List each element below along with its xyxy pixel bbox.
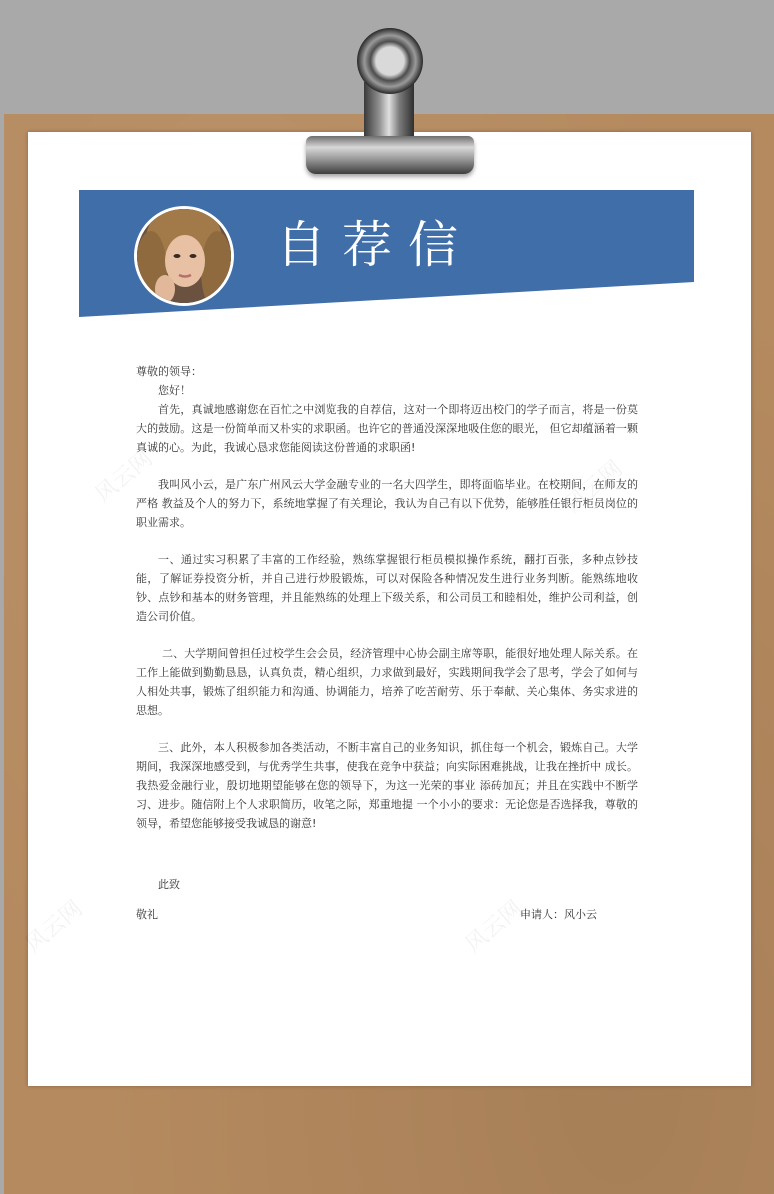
watermark: 风云网 xyxy=(90,446,158,508)
paragraph-point-one: 一、通过实习积累了丰富的工作经验，熟练掌握银行柜员模拟操作系统，翻打百张，多种点钞技能，了解证券投资分析，并自己进行炒股锻炼，可以对保险各种情况发生进行业务判断。能熟练地收钞、点钞和基本的财务管理，并且能熟练的处理上下级关系，和公司员工和睦相处，维护公司利益，创造公司价值。 xyxy=(136,553,638,623)
paragraph-self-intro: 我叫风小云，是广东广州风云大学金融专业的一名大四学生，即将面临毕业。在校期间，在师友的严格 教益及个人的努力下，系统地掌握了有关理论，我认为自己有以下优势，能够胜任银行柜员岗位的职业需求。 xyxy=(136,478,638,529)
watermark: 风云网 xyxy=(460,896,528,958)
binder-clip-base xyxy=(306,136,474,174)
page-title: 自荐信 xyxy=(276,216,474,274)
closing: 此致 xyxy=(158,878,180,891)
paragraph-intro: 首先，真诚地感谢您在百忙之中浏览我的自荐信，这对一个即将迈出校门的学子而言，将是一份莫大的鼓励。这是一份简单而又朴实的求职函。也许它的普通没深深地吸住您的眼光， 但它却蕴涵着一颗真诚的心。为此，我诚心恳求您能阅读这份普通的求职函! xyxy=(136,403,638,454)
regards: 敬礼 xyxy=(136,908,158,921)
paragraph-point-two: 二、大学期间曾担任过校学生会会员，经济管理中心协会副主席等职，能很好地处理人际关系。在工作上能做到勤勤恳恳，认真负责，精心组织，力求做到最好，实践期间我学会了思考，学会了如何与人相处共事，锻炼了组织能力和沟通、协调能力，培养了吃苦耐劳、乐于奉献、关心集体、务实求进的思想。 xyxy=(136,647,638,717)
portrait-photo xyxy=(137,209,231,303)
binder-clip-ring xyxy=(357,28,423,94)
watermark: 风云网 xyxy=(20,896,88,958)
salutation: 尊敬的领导： xyxy=(136,365,202,378)
greeting: 您好！ xyxy=(158,384,191,397)
signature: 申请人：风小云 xyxy=(520,908,597,921)
avatar xyxy=(134,206,234,306)
paragraph-point-three: 三、此外，本人积极参加各类活动，不断丰富自己的业务知识，抓住每一个机会，锻炼自己。大学期间，我深深地感受到，与优秀学生共事，使我在竞争中获益；向实际困难挑战，让我在挫折中 成长。我热爱金融行业，殷切地期望能够在您的领导下，为这一光荣的事业 添砖加瓦；并且在实践中不断学习、进步。随信附上个人求职简历，收笔之际，郑重地提 一个小小的要求：无论您是否选择我，尊敬的领导，希望您能够接受我诚恳的谢意! xyxy=(136,741,638,830)
watermark: 风云网 xyxy=(560,456,628,518)
letter-body xyxy=(136,362,638,833)
